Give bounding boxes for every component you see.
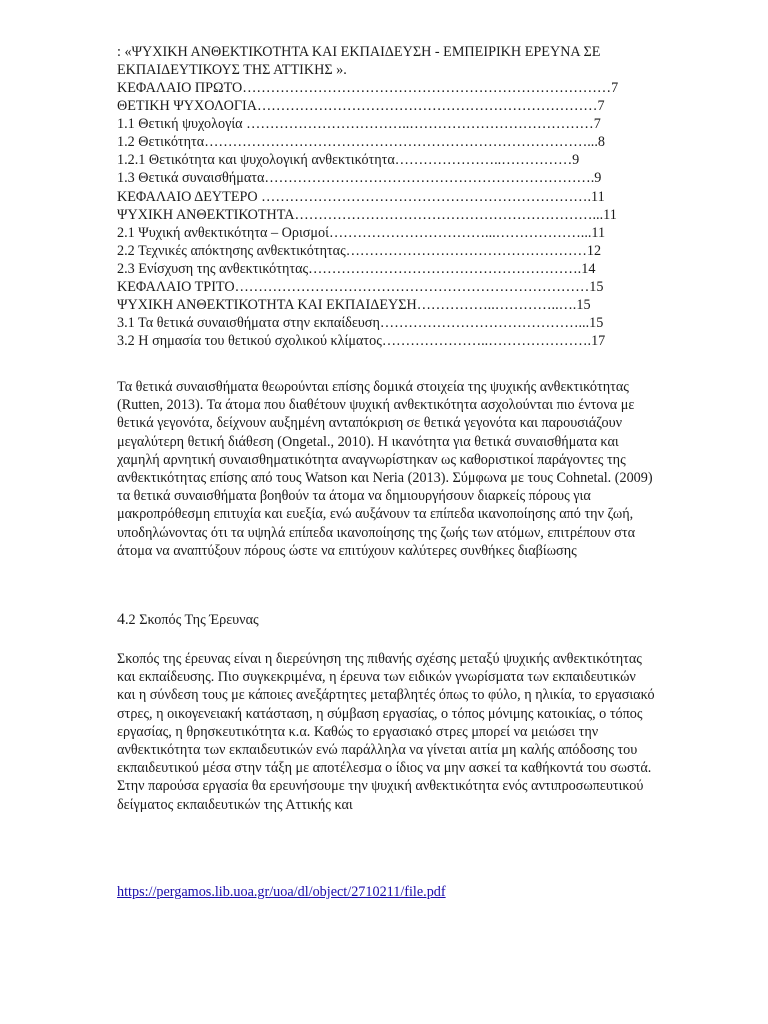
body-paragraph-positive-emotions: Τα θετικά συναισθήματα θεωρούνται επίσης δομικά στοιχεία της ψυχικής ανθεκτικότητας (Rutten, 2013). Τα άτομα που διαθέτουν ψυχική ανθεκτικότητα ασχολούνται πιο έντονα με θετικά γεγονότα, δείχνουν αυξημένη ανταπόκριση σε θετικά γεγονότα και παρουσιάζουν μεγαλύτερη θετική διάθεση (Ongetal., 2010). Η ικανότητα για θετικά συναισθήματα και χαμηλή αρνητική συναισθηματικότητα αναγνωρίστηκαν ως καθοριστικοί παράγοντες της ανθεκτικότητας επίσης από τους Watson και Neria (2013). Σύμφωνα με τους Cohnetal. (2009) τα θετικά συναισθήματα βοηθούν τα άτομα να δημιουργήσουν διαρκείς πόρους για μακροπρόθεσμη επιτυχία και ευεξία, ενώ αυξάνουν τα επίπεδα ικανοποίησης από την ζωή, υποδηλώνοντας ότι τα υψηλά επίπεδα ικανοποίησης της ζωής των ατόμων, επιτρέπουν στα άτομα να αναπτύξουν πόρους ώστε να επιτύχουν καλύτερες συνθήκες διαβίωσης — [117, 379, 653, 559]
toc-entry: ΚΕΦΑΛΑΙΟ ΔΕΥΤΕΡΟ …………………………………………………………….11 — [117, 188, 605, 205]
toc-entry: ΨΥΧΙΚΗ ΑΝΘΕΚΤΙΚΟΤΗΤΑ ΚΑΙ ΕΚΠΑΙΔΕΥΣΗ……………..…………..….15 — [117, 297, 591, 314]
toc-entry: 2.2 Τεχνικές απόκτησης ανθεκτικότητας……………………………………………12 — [117, 242, 602, 259]
section-heading — [117, 611, 259, 629]
document-title: : «ΨΥΧΙΚΗ ΑΝΘΕΚΤΙΚΟΤΗΤΑ ΚΑΙ ΕΚΠΑΙΔΕΥΣΗ - ΕΜΠΕΙΡΙΚΗ ΕΡΕΥΝΑ ΣΕ ΕΚΠΑΙΔΕΥΤΙΚΟΥΣ ΤΗΣ ΑΤΤΙΚΗΣ ». — [117, 44, 601, 78]
toc-entry: 2.1 Ψυχική ανθεκτικότητα – Ορισμοί……………………………...………………...11 — [117, 224, 606, 241]
toc-entry: ΘΕΤΙΚΗ ΨΥΧΟΛΟΓΙΑ………………………………………………………………7 — [117, 98, 605, 115]
body-paragraph-research-aim: Σκοπός της έρευνας είναι η διερεύνηση της πιθανής σχέσης μεταξύ ψυχικής ανθεκτικότητας και εκπαίδευσης. Πιο συγκεκριμένα, η έρευνα των ειδικών γνωρίσματα των εκπαιδευτικών και η σύνδεση τους με κάποιες ανεξάρτητες μεταβλητές όπως το φύλο, η ηλικία, το εργασιακό στρες, η οικογενειακή κατάσταση, η σύμβαση εργασίας, ο τόπος μόνιμης κατοικίας, ο τόπος εργασίας, η θρησκευτικότητα κ.α. Καθώς το εργασιακό στρες μπορεί να μειώσει την ανθεκτικότητα των εκπαιδευτικών ενώ παράλληλα να γίνεται αιτία μη καλής απόδοσης του εκπαιδευτικού μέσα στην τάξη με αποτέλεσμα ο ίδιος να μην ασκεί τα καθήκοντά του σωστά. Στην παρούσα εργασία θα ερευνήσουμε την ψυχική ανθεκτικότητα ενός αντιπροσωπευτικού δείγματος εκπαιδευτικών της Αττικής και — [117, 651, 655, 813]
toc-entry: ΚΕΦΑΛΑΙΟ ΤΡΙΤΟ…………………………………………………………………15 — [117, 279, 604, 296]
toc-entry: 1.1 Θετική ψυχολογία ……………………………..…………………………………7 — [117, 116, 601, 133]
toc-entry: ΚΕΦΑΛΑΙΟ ΠΡΩΤΟ……………………………………………………………………7 — [117, 80, 619, 96]
section-heading-text: .2 Σκοπός Της Έρευνας — [125, 612, 259, 628]
source-link[interactable]: https://pergamos.lib.uoa.gr/uoa/dl/object/2710211/file.pdf — [117, 884, 446, 900]
toc-entry: 2.3 Ενίσχυση της ανθεκτικότητας………………………………………………….14 — [117, 260, 596, 277]
document-page — [117, 43, 657, 900]
table-of-contents — [117, 79, 657, 350]
toc-entry: 3.2 Η σημασία του θετικού σχολικού κλίματος…………………..………………….17 — [117, 333, 606, 350]
toc-entry: 1.3 Θετικά συναισθήματα…………………………………………………………….9 — [117, 170, 602, 187]
toc-entry: 1.2.1 Θετικότητα και ψυχολογική ανθεκτικότητα…………………..……………9 — [117, 152, 580, 169]
section-heading-number: 4 — [117, 611, 125, 628]
toc-entry: 3.1 Τα θετικά συναισθήματα στην εκπαίδευση……………………………………...15 — [117, 315, 604, 332]
toc-entry: ΨΥΧΙΚΗ ΑΝΘΕΚΤΙΚΟΤΗΤΑ………………………………………………………...11 — [117, 206, 617, 223]
toc-entry: 1.2 Θετικότητα………………………………………………………………………...8 — [117, 134, 605, 151]
